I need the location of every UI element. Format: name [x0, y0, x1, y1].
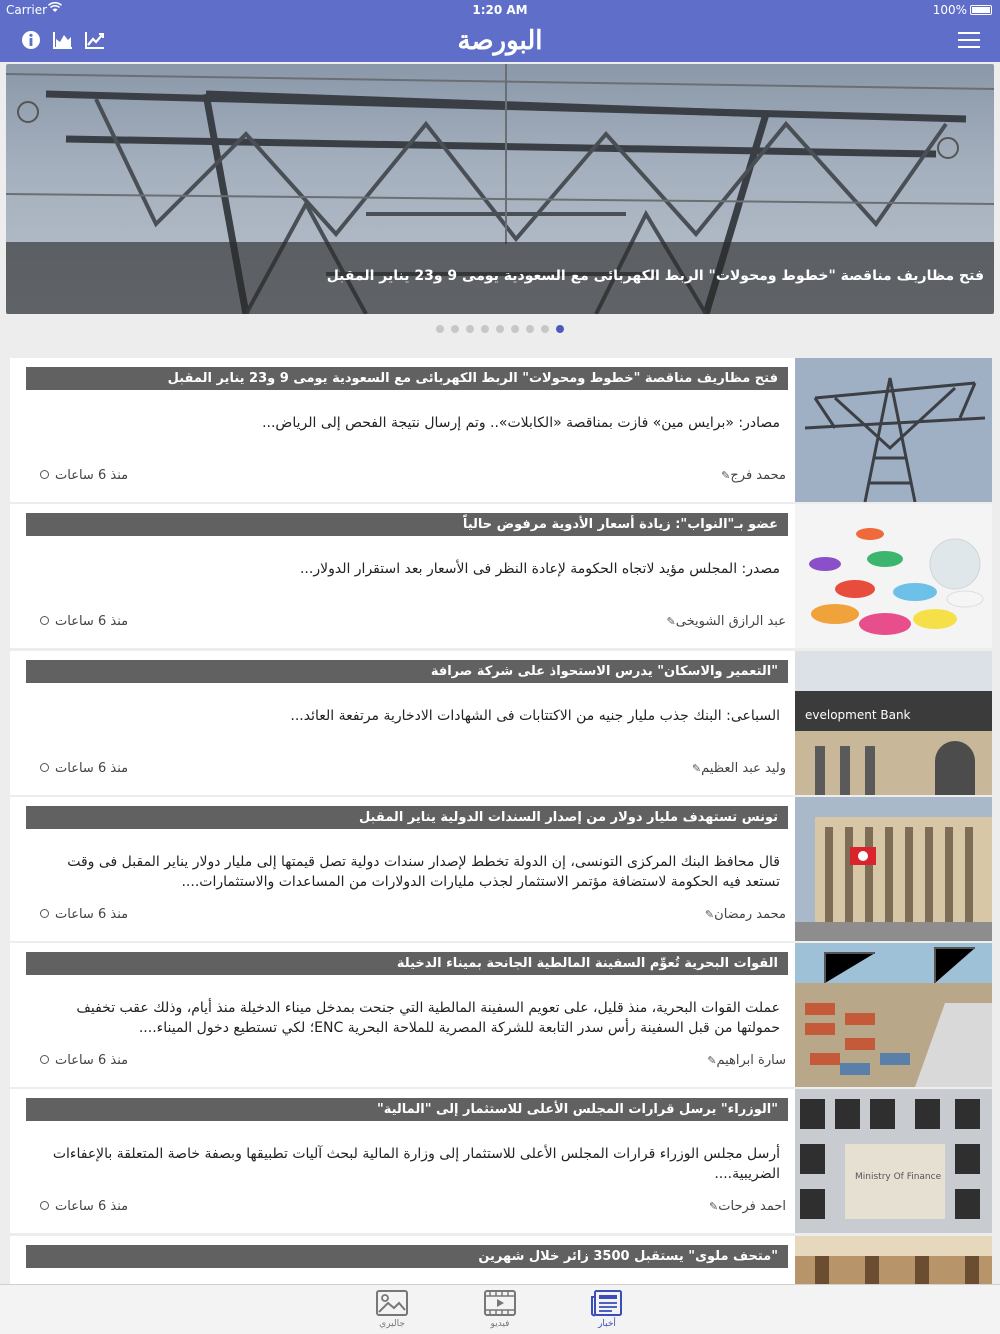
article-author — [705, 1199, 786, 1214]
article-timestamp — [40, 468, 128, 483]
article-card[interactable] — [10, 1089, 992, 1233]
app-logo: البورصة — [457, 26, 543, 56]
article-timestamp — [40, 907, 128, 922]
author-name: محمد رمضان — [714, 906, 786, 922]
pencil-icon: ✎ — [691, 761, 702, 775]
article-timestamp — [40, 614, 128, 629]
article-summary: السباعى: البنك جذب مليار جنيه من الاكتتابات فى الشهادات الادخارية مرتفعة العائد... — [290, 707, 780, 724]
tab-video[interactable] — [470, 1289, 530, 1329]
article-title[interactable]: عضو بـ"النواب": زيادة أسعار الأدوية مرفوض حالياً — [26, 513, 788, 536]
article-title[interactable]: القوات البحرية تُعوِّم السفينة المالطية الجانحة بميناء الدخيلة — [26, 952, 788, 975]
clock-icon — [40, 909, 49, 918]
clock-icon — [40, 470, 49, 479]
slider-dot[interactable] — [451, 325, 459, 333]
top-bar — [0, 0, 1000, 62]
slider-dot[interactable] — [481, 325, 489, 333]
tab-video-label: فيديو — [490, 1319, 510, 1329]
article-title[interactable]: تونس تستهدف مليار دولار من إصدار السندات الدولية يناير المقبل — [26, 806, 788, 829]
news-icon — [590, 1289, 624, 1317]
article-list — [10, 358, 992, 1334]
clock-icon — [40, 763, 49, 772]
article-author — [703, 1053, 786, 1068]
slider-dot[interactable] — [436, 325, 444, 333]
article-card[interactable] — [10, 943, 992, 1087]
status-bar — [0, 0, 1000, 20]
article-author — [663, 614, 786, 629]
author-name: محمد فرج — [730, 468, 786, 483]
article-thumbnail[interactable] — [795, 651, 992, 795]
slider-dot[interactable] — [466, 325, 474, 333]
bottom-tab-bar — [0, 1284, 1000, 1334]
status-time: 1:20 AM — [472, 3, 528, 17]
article-thumbnail[interactable] — [795, 504, 992, 648]
article-title[interactable]: "متحف ملوى" يستقبل 3500 زائر خلال شهرين — [26, 1245, 788, 1268]
battery-indicator — [933, 3, 992, 17]
pencil-icon: ✎ — [704, 907, 715, 921]
article-timestamp — [40, 1199, 128, 1214]
article-author — [717, 468, 786, 483]
author-name: عبد الرازق الشويخى — [675, 614, 786, 630]
slider-dot[interactable] — [526, 325, 534, 333]
article-card[interactable] — [10, 358, 992, 502]
article-timestamp — [40, 761, 128, 776]
slider-dot[interactable] — [511, 325, 519, 333]
slider-dot[interactable] — [556, 325, 564, 333]
article-age: منذ 6 ساعات — [55, 1199, 129, 1215]
clock-icon — [40, 1201, 49, 1210]
article-thumbnail[interactable] — [795, 943, 992, 1087]
article-age: منذ 6 ساعات — [55, 760, 129, 776]
article-age: منذ 6 ساعات — [55, 614, 129, 630]
article-age: منذ 6 ساعات — [55, 1053, 129, 1069]
article-card[interactable] — [10, 797, 992, 941]
article-thumbnail[interactable] — [795, 358, 992, 502]
article-summary: أرسل مجلس الوزراء قرارات المجلس الأعلى للاستثمار إلى وزارة المالية لبحث آليات تطبيقها وبصفة خاصة المتعلقة بالإعفاءات الضريبية.... — [52, 1146, 780, 1183]
article-author — [688, 761, 786, 776]
author-name: احمد فرحات — [718, 1199, 786, 1215]
tab-gallery-label: جاليري — [379, 1319, 405, 1329]
tab-gallery[interactable] — [362, 1289, 422, 1329]
slider-dot[interactable] — [496, 325, 504, 333]
article-title[interactable]: "الوزراء" يرسل قرارات المجلس الأعلى للاستثمار إلى "المالية" — [26, 1098, 788, 1121]
pencil-icon: ✎ — [709, 1200, 719, 1214]
article-thumbnail[interactable] — [795, 797, 992, 941]
battery-label: 100% — [932, 3, 967, 17]
slider-dot[interactable] — [541, 325, 549, 333]
article-summary: عملت القوات البحرية، منذ قليل، على تعويم السفينة المالطية التي جنحت بمدخل ميناء الدخيلة منذ أيام، وذلك عقب تخفيف حمولتها من قبل السفينة رأس سدر التابعة للشركة المصرية للملاحة البحرية ENC؛ لكي تستطيع دخول الميناء.... — [76, 1000, 780, 1037]
svg-text:evelopment Bank: evelopment Bank — [805, 707, 911, 722]
author-name: وليد عبد العظيم — [701, 760, 786, 776]
article-thumbnail[interactable] — [795, 1089, 992, 1233]
clock-icon — [40, 616, 49, 625]
video-icon — [483, 1289, 517, 1317]
pencil-icon: ✎ — [721, 469, 731, 482]
tab-news[interactable] — [577, 1289, 637, 1329]
tab-news-label: أخبار — [598, 1319, 616, 1329]
slider-pagination[interactable] — [0, 325, 1000, 333]
battery-icon — [970, 5, 992, 15]
svg-text:Ministry Of Finance: Ministry Of Finance — [855, 1172, 942, 1183]
article-author — [701, 907, 786, 922]
gallery-icon — [375, 1289, 409, 1317]
article-card[interactable] — [10, 504, 992, 648]
clock-icon — [40, 1055, 49, 1064]
article-timestamp — [40, 1053, 128, 1068]
article-summary: مصدر: المجلس مؤيد لاتجاه الحكومة لإعادة النظر فى الأسعار بعد استقرار الدولار... — [299, 561, 780, 578]
author-name: سارة ابراهيم — [716, 1053, 786, 1069]
article-card[interactable] — [10, 651, 992, 795]
hero-slider[interactable] — [6, 64, 994, 314]
carrier-label: Carrier — [6, 3, 48, 17]
pencil-icon: ✎ — [666, 615, 676, 629]
article-summary: قال محافظ البنك المركزى التونسى، إن الدولة تخطط لإصدار سندات دولية تصل قيمتها إلى مليار دولار يناير المقبل فى وقت تستعد فيه الحكومة لاستضافة مؤتمر الاستثمار لجذب مليارات الدولارات من المساعدات والاستثمارات.... — [67, 853, 780, 890]
article-age: منذ 6 ساعات — [55, 468, 129, 483]
article-summary: مصادر: «برايس مين» فازت بمناقصة «الكابلات».. وتم إرسال نتيجة الفحص إلى الرياض... — [262, 415, 780, 431]
article-title[interactable]: "التعمير والاسكان" يدرس الاستحواذ على شركة صرافة — [26, 660, 788, 683]
menu-icon[interactable] — [958, 32, 980, 48]
article-title[interactable]: فتح مظاريف مناقصة "خطوط ومحولات" الربط الكهربائى مع السعودية يومى 9 و23 يناير المقبل — [26, 367, 788, 390]
pencil-icon: ✎ — [707, 1054, 717, 1068]
article-age: منذ 6 ساعات — [55, 906, 129, 922]
hero-caption[interactable]: فتح مظاريف مناقصة "خطوط ومحولات" الربط الكهربائى مع السعودية يومى 9 و23 يناير المقبل — [326, 268, 984, 284]
